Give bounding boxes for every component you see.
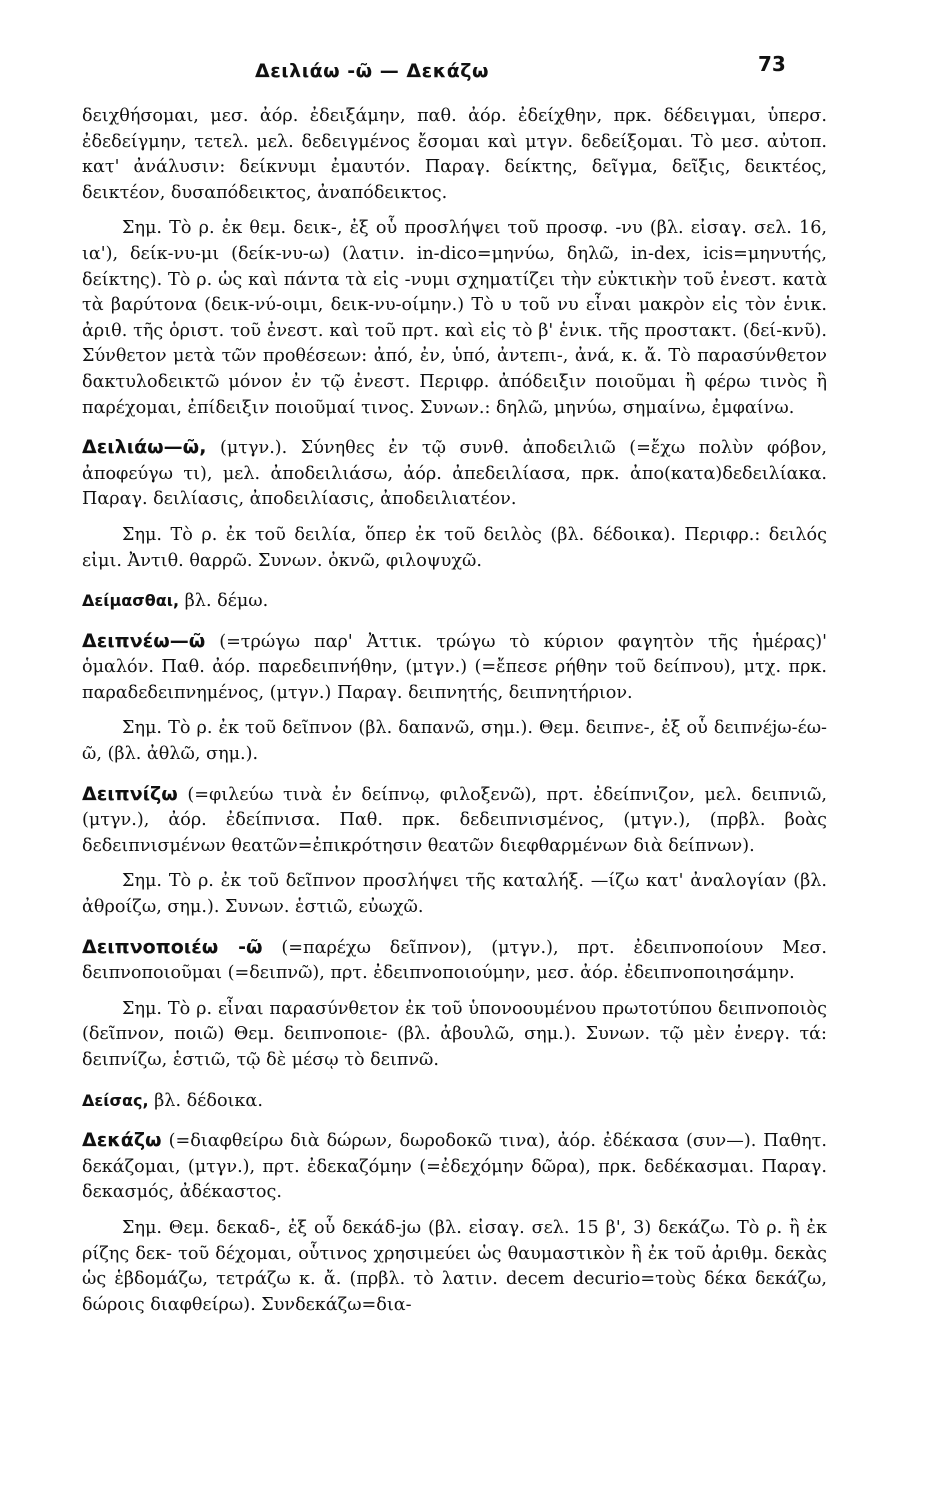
headword: Δείσας, bbox=[82, 1090, 149, 1110]
entry-text: (=παρέχω δεῖπνον), (μτγν.), πρτ. ἐδειπνοποίουν Μεσ. δειπνοποιοῦμαι (=δειπνῶ), πρτ. ἐδειπνοποιούμην, μεσ. ἀόρ. ἐδειπνοποιησάμην. bbox=[82, 937, 827, 984]
headword: Δειπνέω—ῶ bbox=[82, 629, 206, 652]
note-deiknymi bbox=[82, 216, 827, 421]
note-dekazo bbox=[82, 1216, 827, 1318]
note-text: Σημ. Τὸ ρ. εἶναι παρασύνθετον ἐκ τοῦ ὑπονοουμένου πρωτοτύπου δειπνοποιὸς (δεῖπνον, ποιῶ) Θεμ. δειπνοποιε- (βλ. ἀβουλῶ, σημ.). Συνων. τῷ μὲν ἐνεργ. τά: δειπνίζω, ἑστιῶ, τῷ δὲ μέσῳ τὸ δειπνῶ. bbox=[82, 998, 827, 1070]
entry-deipnopoieo bbox=[82, 935, 827, 987]
entry-text: βλ. δέμω. bbox=[179, 591, 269, 612]
headword: Δεκάζω bbox=[82, 1129, 162, 1152]
entry-text: δειχθήσομαι, μεσ. ἀόρ. ἐδειξάμην, παθ. ἀόρ. ἐδείχθην, πρκ. δέδειγμαι, ὑπερσ. ἐδεδείγμην, τετελ. μελ. δεδειγμένος ἔσομαι καὶ μτγν. δεδείξομαι. Τὸ μεσ. αὐτοπ. κατ' ἀνάλυσιν: δείκνυμι ἐμαυτόν. Παραγ. δείκτης, δεῖγμα, δεῖξις, δεικτέος, δεικτέον, δυσαπόδεικτος, ἀναπόδεικτος. bbox=[82, 106, 827, 203]
note-deipnizo bbox=[82, 869, 827, 920]
note-text: Σημ. Τὸ ρ. ἐκ τοῦ δειλία, ὅπερ ἐκ τοῦ δειλὸς (βλ. δέδοικα). Περιφρ.: δειλός εἰμι. Ἀντιθ. θαρρῶ. Συνων. ὀκνῶ, φιλοψυχῶ. bbox=[82, 524, 827, 571]
entry-text: (=τρώγω παρ' Ἀττικ. τρώγω τὸ κύριον φαγητὸν τῆς ἡμέρας)' ὁμαλόν. Παθ. ἀόρ. παρεδειπνήθην, (μτγν.) (=ἔπεσε ρήθην τοῦ δείπνου), μτχ. πρκ. παραδεδειπνημένος, (μτγν.) Παραγ. δειπνητής, δειπνητήριον. bbox=[82, 631, 827, 703]
entry-text: (=φιλεύω τινὰ ἐν δείπνῳ, φιλοξενῶ), πρτ. ἐδείπνιζον, μελ. δειπνιῶ, (μτγν.), ἀόρ. ἐδείπνισα. Παθ. πρκ. δεδειπνισμένος, (μτγν.), (πρβλ. βοὰς δεδειπνισμένων θεατῶν=ἐπικρότησιν θεατῶν διεφθαρμένων διὰ δείπνων). bbox=[82, 784, 827, 856]
note-text: Σημ. Θεμ. δεκαδ-, ἐξ οὗ δεκάδ-jω (βλ. εἰσαγ. σελ. 15 β', 3) δεκάζω. Τὸ ρ. ἢ ἐκ ρίζης δεκ- τοῦ δέχομαι, οὗτινος χρησιμεύει ὡς θαυμαστικὸν ἢ ἐκ τοῦ ἀριθμ. δεκὰς ὡς ἑβδομάζω, τετράζω κ. ἄ. (πρβλ. τὸ λατιν. decem decurio=τοὺς δέκα δεκάζω, δώροις διαφθείρω). Συνδεκάζω=δια- bbox=[82, 1217, 827, 1315]
note-text: Σημ. Τὸ ρ. ἐκ θεμ. δεικ-, ἐξ οὗ προσλήψει τοῦ προσφ. -νυ (βλ. εἰσαγ. σελ. 16, ια'), δείκ-νυ-μι (δείκ-νυ-ω) (λατιν. in-dico=μηνύω, δηλῶ, in-dex, icis=μηνυτής, δείκτης). Τὸ ρ. ὡς καὶ πάντα τὰ εἰς -νυμι σχηματίζει τὴν εὐκτικὴν τοῦ ἐνεστ. κατὰ τὰ βαρύτονα (δεικ-νύ-οιμι, δεικ-νυ-οίμην.) Τὸ υ τοῦ νυ εἶναι μακρὸν εἰς τὸν ἑνικ. ἀριθ. τῆς ὁριστ. τοῦ ἐνεστ. καὶ τοῦ πρτ. καὶ εἰς τὸ β' ἑνικ. τῆς προστακτ. (δεί-κνῦ). Σύνθετον μετὰ τῶν προθέσεων: ἀπό, ἐν, ὑπό, ἀντεπι-, ἀνά, κ. ἄ. Τὸ παρασύνθετον δακτυλοδεικτῶ μόνον ἐν τῷ ἐνεστ. Περιφρ. ἀπόδειξιν ποιοῦμαι ἢ φέρω τινὸς ἢ παρέχομαι, ἐπίδειξιν ποιοῦμαί τινος. Συνων.: δηλῶ, μηνύω, σημαίνω, ἐμφαίνω. bbox=[82, 218, 827, 418]
entry-text: (μτγν.). Σύνηθες ἐν τῷ συνθ. ἀποδειλιῶ (=ἔχω πολὺν φόβον, ἀποφεύγω τι), μελ. ἀποδειλιάσω, ἀόρ. ἀπεδειλίασα, πρκ. ἀπο(κατα)δεδειλίακα. Παραγ. δειλίασις, ἀποδειλίασις, ἀποδειλιατέον. bbox=[82, 438, 827, 510]
note-deipneo bbox=[82, 716, 827, 767]
page-body bbox=[82, 104, 827, 1318]
headword: Δειπνοποιέω -ῶ bbox=[82, 935, 263, 958]
entry-deipneo bbox=[82, 629, 827, 707]
entry-deimasthai bbox=[82, 588, 827, 615]
entry-continuation bbox=[82, 104, 827, 206]
headword: Δειλιάω—ῶ, bbox=[82, 436, 207, 459]
entry-dekazo bbox=[82, 1128, 827, 1206]
note-deiliao bbox=[82, 523, 827, 574]
note-text: Σημ. Τὸ ρ. ἐκ τοῦ δεῖπνον προσλήψει τῆς καταλήξ. —ίζω κατ' ἀναλογίαν (βλ. ἀθροίζω, σημ.). Συνων. ἑστιῶ, εὐωχῶ. bbox=[82, 871, 827, 918]
entry-text: βλ. δέδοικα. bbox=[148, 1090, 263, 1111]
entry-deiliao bbox=[82, 435, 827, 513]
entry-deisas bbox=[82, 1088, 827, 1115]
headword: Δειπνίζω bbox=[82, 782, 178, 805]
page-header bbox=[0, 52, 933, 92]
page-number: 73 bbox=[758, 52, 786, 76]
headword: Δείμασθαι, bbox=[82, 591, 180, 611]
entry-text: (=διαφθείρω διὰ δώρων, δωροδοκῶ τινα), ἀόρ. ἐδέκασα (συν—). Παθητ. δεκάζομαι, (μτγν.), πρτ. ἐδεκαζόμην (=ἐδεχόμην δῶρα), πρκ. δεδέκασμαι. Παραγ. δεκασμός, ἀδέκαστος. bbox=[82, 1131, 827, 1203]
entry-deipnizo bbox=[82, 782, 827, 860]
note-deipnopoieo bbox=[82, 997, 827, 1074]
note-text: Σημ. Τὸ ρ. ἐκ τοῦ δεῖπνον (βλ. δαπανῶ, σημ.). Θεμ. δειπνε-, ἐξ οὗ δειπνέjω-έω-ῶ, (βλ. ἀθλῶ, σημ.). bbox=[82, 718, 827, 765]
running-title: Δειλιάω -ῶ — Δεκάζω bbox=[255, 60, 489, 82]
